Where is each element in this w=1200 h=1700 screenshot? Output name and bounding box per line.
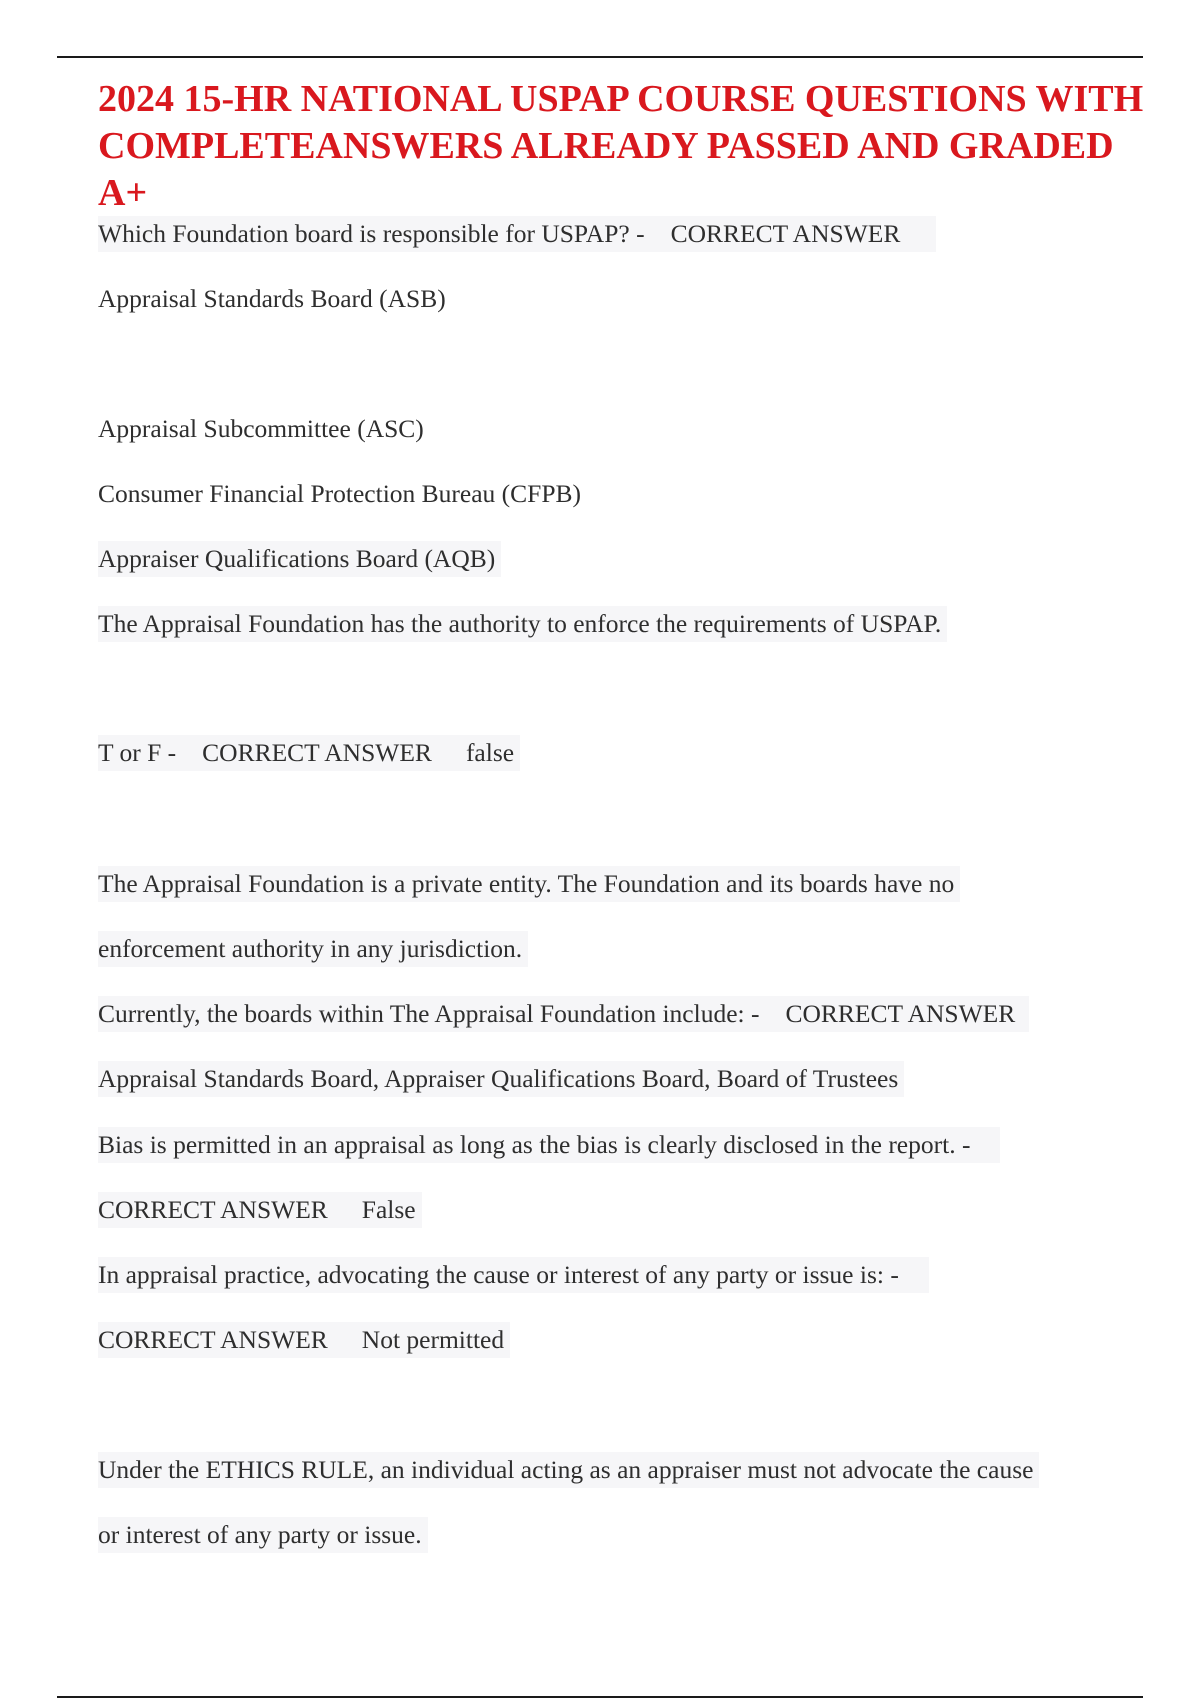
question-1-text: Which Foundation board is responsible for USPAP? - <box>98 219 645 248</box>
correct-answer-label: CORRECT ANSWER <box>202 738 432 767</box>
question-1 <box>98 216 936 252</box>
question-2-prompt: T or F - <box>98 738 177 767</box>
answer-5: Not permitted <box>361 1325 505 1354</box>
question-5-answer-line <box>98 1322 510 1358</box>
answer-2: false <box>465 738 515 767</box>
option-1: Appraisal Subcommittee (ASC) <box>98 414 424 443</box>
correct-answer-label: CORRECT ANSWER <box>785 999 1016 1028</box>
question-4: Bias is permitted in an appraisal as long as the bias is clearly disclosed in the report. - <box>98 1127 1000 1163</box>
option-3: Appraiser Qualifications Board (AQB) <box>98 541 501 577</box>
explanation-5-line-2: or interest of any party or issue. <box>98 1517 428 1553</box>
document-title: 2024 15-HR NATIONAL USPAP COURSE QUESTIONS WITH COMPLETEANSWERS ALREADY PASSED AND GRADED A+ <box>98 78 1144 214</box>
statement-2: The Appraisal Foundation has the authority to enforce the requirements of USPAP. <box>98 606 947 642</box>
question-3-text: Currently, the boards within The Appraisal Foundation include: - <box>98 999 760 1028</box>
answer-1: Appraisal Standards Board (ASB) <box>98 284 446 313</box>
explanation-2-line-2: enforcement authority in any jurisdiction. <box>98 931 528 967</box>
explanation-2-line-1: The Appraisal Foundation is a private entity. The Foundation and its boards have no <box>98 866 960 902</box>
question-2 <box>98 735 520 771</box>
correct-answer-label: CORRECT ANSWER <box>98 1195 328 1224</box>
correct-answer-label: CORRECT ANSWER <box>670 219 901 248</box>
question-5: In appraisal practice, advocating the cause or interest of any party or issue is: - <box>98 1257 929 1293</box>
answer-4: False <box>361 1195 416 1224</box>
top-rule <box>57 56 1143 58</box>
bottom-rule <box>57 1696 1143 1698</box>
explanation-5-line-1: Under the ETHICS RULE, an individual acting as an appraiser must not advocate the cause <box>98 1452 1039 1488</box>
question-4-answer-line <box>98 1192 422 1228</box>
correct-answer-label: CORRECT ANSWER <box>98 1325 328 1354</box>
question-3 <box>98 996 1029 1032</box>
answer-3: Appraisal Standards Board, Appraiser Qualifications Board, Board of Trustees <box>98 1061 904 1097</box>
option-2: Consumer Financial Protection Bureau (CFPB) <box>98 479 582 508</box>
